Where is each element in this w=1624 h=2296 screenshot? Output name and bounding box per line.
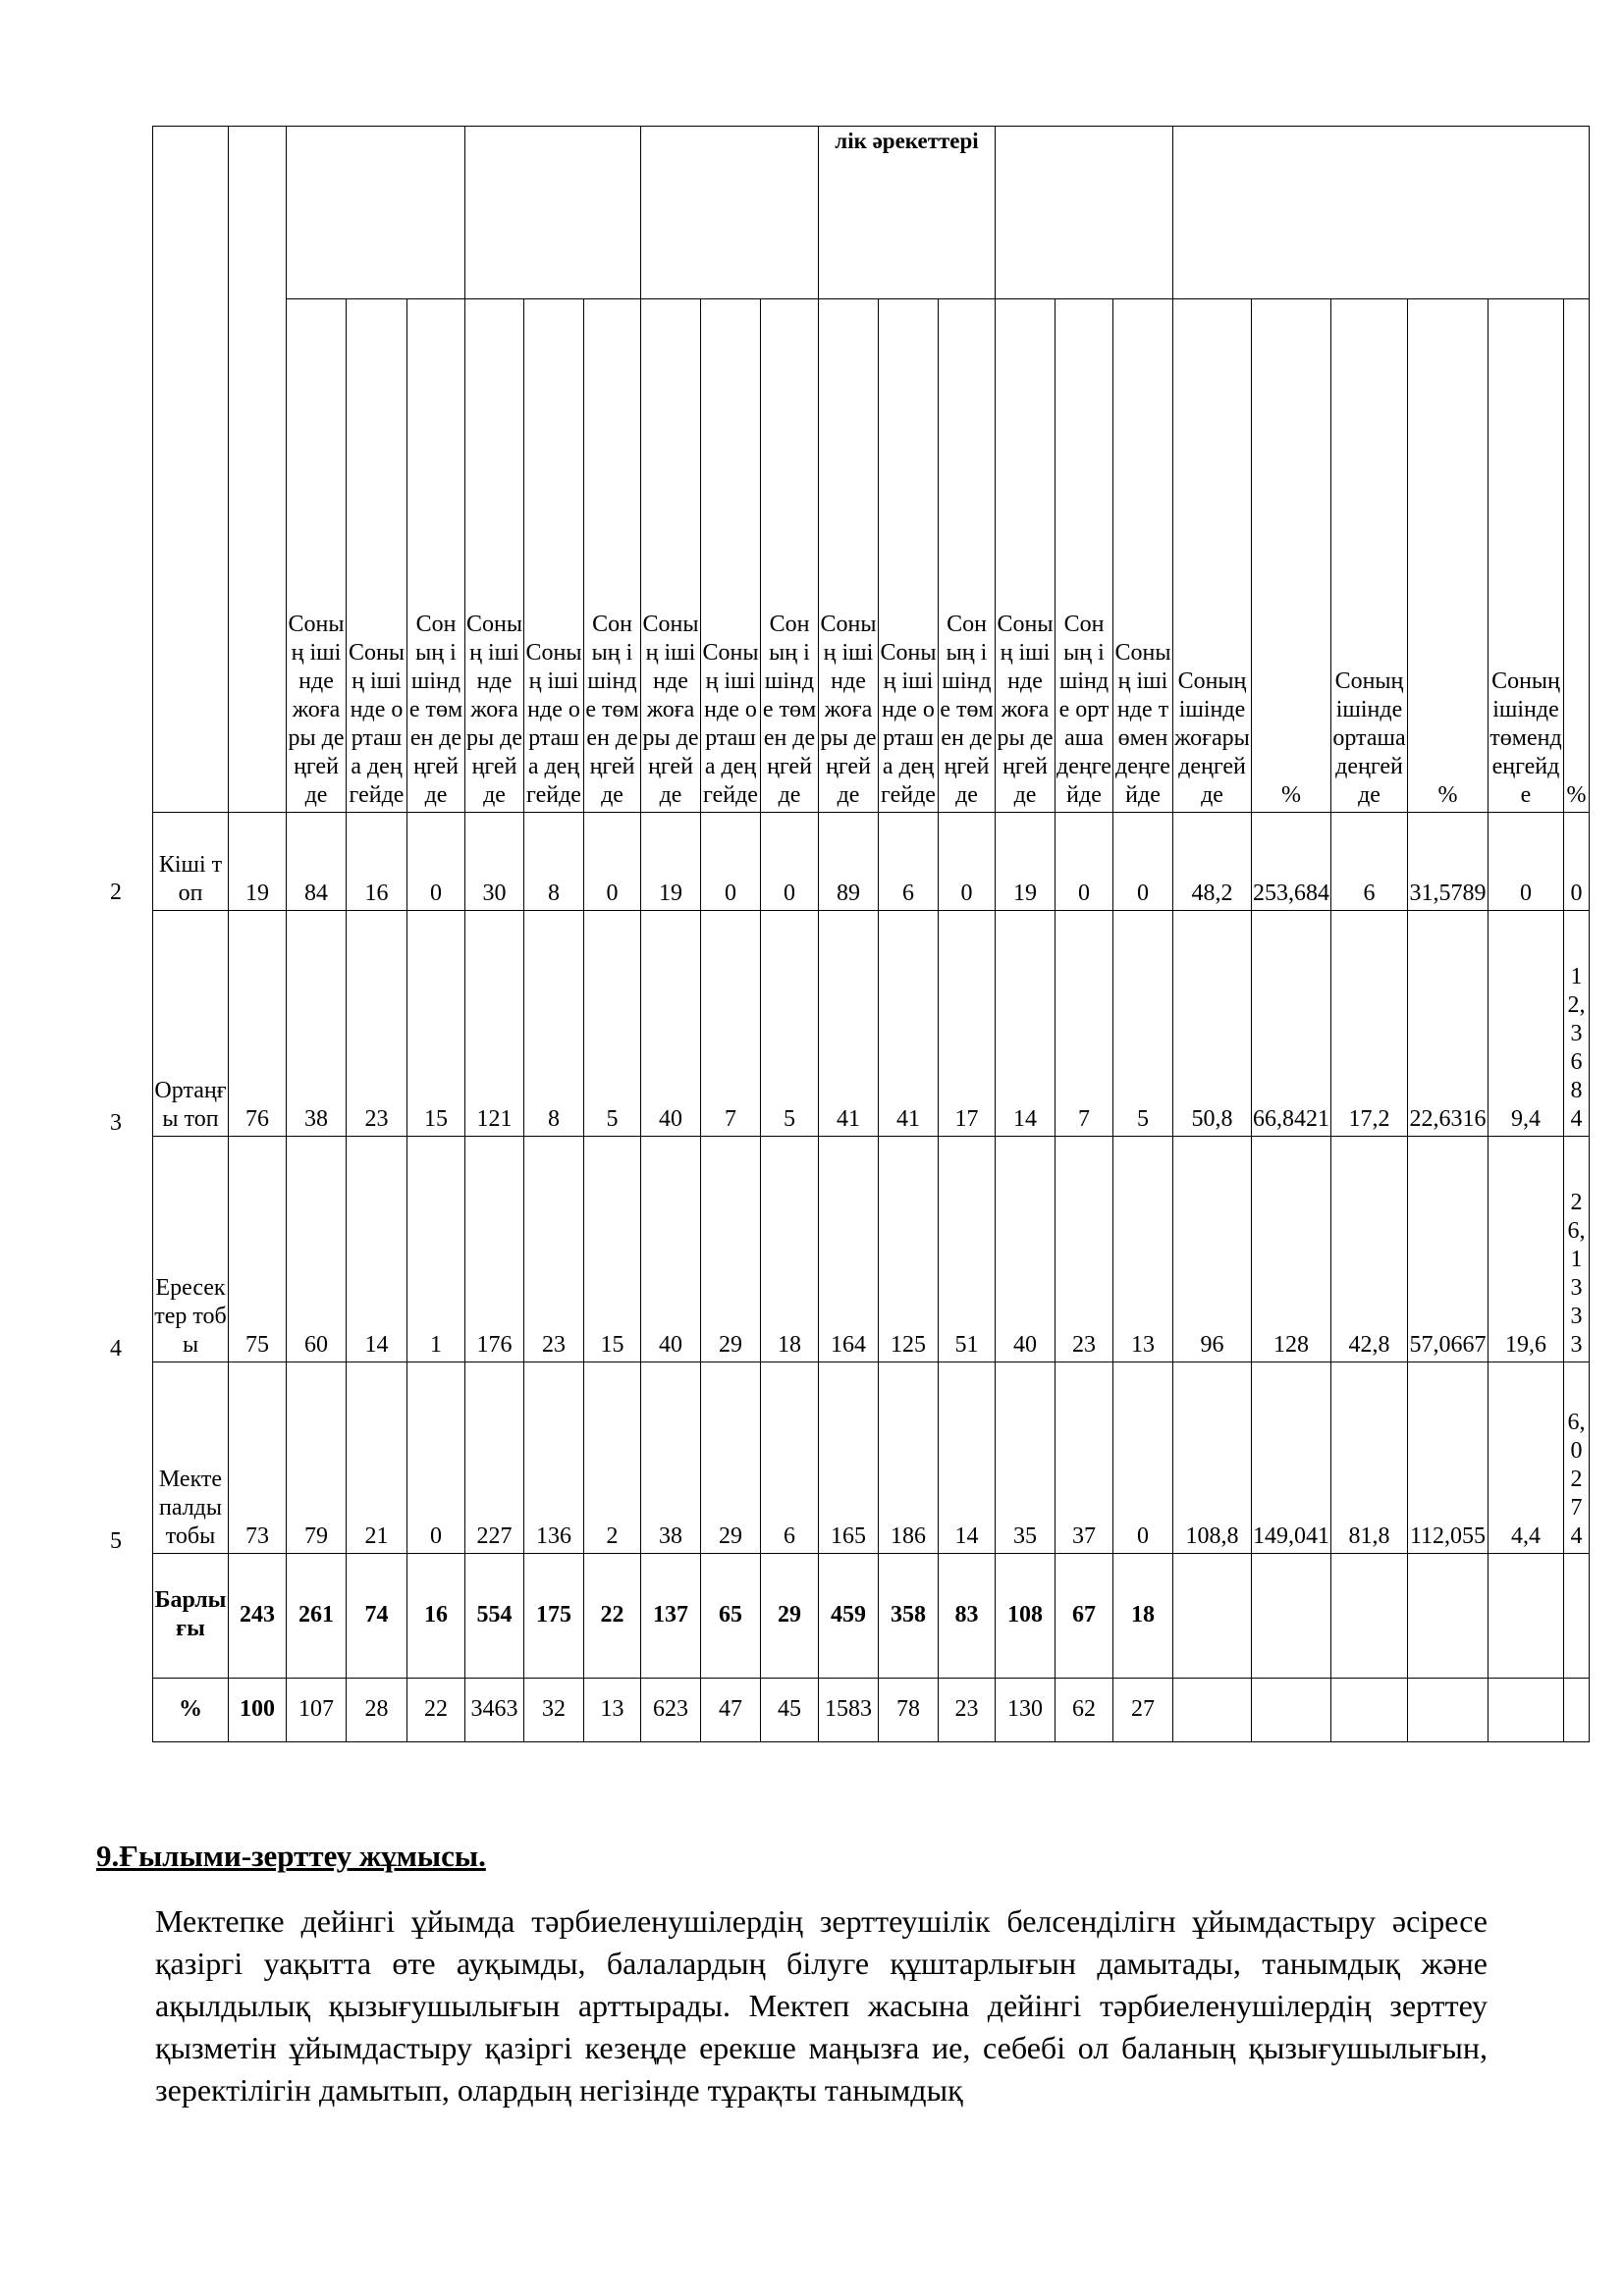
data-cell: 79	[287, 1362, 347, 1554]
data-cell: 125	[879, 1137, 939, 1362]
data-cell: 38	[641, 1362, 701, 1554]
summary-cell: 261	[287, 1554, 347, 1679]
empty-cell	[1564, 1679, 1590, 1742]
statistics-table	[152, 126, 1590, 1742]
table-row	[153, 813, 1590, 911]
data-cell: 19,6	[1489, 1137, 1564, 1362]
blank-header-cell	[153, 127, 229, 813]
empty-cell	[1331, 1554, 1408, 1679]
data-cell: 48,2	[1173, 813, 1252, 911]
summary-cell: 22	[584, 1554, 641, 1679]
summary-cell: 62	[1056, 1679, 1113, 1742]
empty-cell	[1408, 1679, 1489, 1742]
summary-cell: 13	[584, 1679, 641, 1742]
blank-group-header	[287, 127, 465, 299]
data-cell: 96	[1173, 1137, 1252, 1362]
data-cell: 23	[347, 911, 407, 1137]
table-row	[153, 911, 1590, 1137]
data-cell: 128	[1252, 1137, 1331, 1362]
percent-row	[153, 1679, 1590, 1742]
empty-cell	[1564, 1554, 1590, 1679]
data-cell: 136	[524, 1362, 584, 1554]
data-cell: 84	[287, 813, 347, 911]
summary-total-cell: 243	[229, 1554, 287, 1679]
summary-cell: 18	[1113, 1554, 1173, 1679]
summary-cell: 78	[879, 1679, 939, 1742]
data-cell: 51	[939, 1137, 996, 1362]
total-count-cell: 19	[229, 813, 287, 911]
data-cell: 17,2	[1331, 911, 1408, 1137]
group-header-activities	[819, 127, 996, 299]
total-count-cell: 73	[229, 1362, 287, 1554]
group-name-cell: Ортаңғы топ	[153, 911, 229, 1137]
sub-header-cell: Соның ішінде төмен деңгейде	[407, 299, 465, 813]
sub-header-cell: Соның ішінде жоғары деңгейде	[465, 299, 524, 813]
summary-cell: 130	[996, 1679, 1056, 1742]
data-cell: 186	[879, 1362, 939, 1554]
data-cell: 40	[996, 1137, 1056, 1362]
data-cell: 81,8	[1331, 1362, 1408, 1554]
data-cell: 2	[584, 1362, 641, 1554]
totals-row	[153, 1554, 1590, 1679]
data-cell: 41	[819, 911, 879, 1137]
sub-header-cell: Соның ішінде жоғары деңгейде	[819, 299, 879, 813]
data-cell: 17	[939, 911, 996, 1137]
summary-cell: 108	[996, 1554, 1056, 1679]
data-cell: 0	[584, 813, 641, 911]
summary-cell: 107	[287, 1679, 347, 1742]
empty-cell	[1252, 1554, 1331, 1679]
summary-cell: 32	[524, 1679, 584, 1742]
data-cell: 14	[939, 1362, 996, 1554]
data-cell: 6	[1331, 813, 1408, 911]
data-cell: 35	[996, 1362, 1056, 1554]
data-cell: 0	[1056, 813, 1113, 911]
data-cell: 50,8	[1173, 911, 1252, 1137]
summary-cell: 29	[761, 1554, 819, 1679]
data-cell: 14	[996, 911, 1056, 1137]
summary-label-cell: Барлығы	[153, 1554, 229, 1679]
sub-header-cell: Соның ішінде орташа деңгейде	[879, 299, 939, 813]
sub-header-cell: %	[1564, 299, 1590, 813]
data-cell: 29	[701, 1137, 761, 1362]
blank-group-header	[641, 127, 819, 299]
data-cell: 5	[584, 911, 641, 1137]
sub-header-cell: Соның ішінде орташа деңгейде	[701, 299, 761, 813]
data-cell: 1	[407, 1137, 465, 1362]
empty-cell	[1331, 1679, 1408, 1742]
sub-header-cell: Соның ішінде жоғары деңгейде	[996, 299, 1056, 813]
data-cell: 7	[1056, 911, 1113, 1137]
summary-cell: 175	[524, 1554, 584, 1679]
summary-cell: 554	[465, 1554, 524, 1679]
data-cell: 0	[407, 813, 465, 911]
data-cell: 40	[641, 911, 701, 1137]
summary-label-cell: %	[153, 1679, 229, 1742]
data-cell: 16	[347, 813, 407, 911]
summary-cell: 27	[1113, 1679, 1173, 1742]
data-cell: 4,4	[1489, 1362, 1564, 1554]
summary-cell: 47	[701, 1679, 761, 1742]
empty-cell	[1173, 1554, 1252, 1679]
summary-cell: 74	[347, 1554, 407, 1679]
sub-header-cell: Соның ішінде жоғары деңгейде	[641, 299, 701, 813]
data-cell: 19	[641, 813, 701, 911]
data-cell: 13	[1113, 1137, 1173, 1362]
data-cell: 0	[761, 813, 819, 911]
blank-header-cell	[229, 127, 287, 813]
data-cell: 26,1333	[1564, 1137, 1590, 1362]
data-cell: 89	[819, 813, 879, 911]
sub-header-cell: Соның ішінде жоғары деңгейде	[1173, 299, 1252, 813]
data-cell: 149,041	[1252, 1362, 1331, 1554]
data-cell: 29	[701, 1362, 761, 1554]
data-cell: 6,0274	[1564, 1362, 1590, 1554]
data-cell: 6	[879, 813, 939, 911]
total-count-cell: 76	[229, 911, 287, 1137]
sub-header-cell: Соның ішінде орташа деңгейде	[1331, 299, 1408, 813]
data-cell: 18	[761, 1137, 819, 1362]
data-cell: 37	[1056, 1362, 1113, 1554]
sub-header-cell: Соның ішінде төмендеңгейде	[1489, 299, 1564, 813]
data-cell: 57,0667	[1408, 1137, 1489, 1362]
data-cell: 31,5789	[1408, 813, 1489, 911]
data-cell: 253,684	[1252, 813, 1331, 911]
summary-cell: 67	[1056, 1554, 1113, 1679]
data-cell: 38	[287, 911, 347, 1137]
group-name-cell: Мектепалды тобы	[153, 1362, 229, 1554]
group-name-cell: Кіші топ	[153, 813, 229, 911]
sub-header-cell: Соның ішінде төмен деңгейде	[1113, 299, 1173, 813]
data-cell: 112,055	[1408, 1362, 1489, 1554]
group-header-text: лік әрекеттері	[835, 129, 979, 153]
data-cell: 165	[819, 1362, 879, 1554]
data-cell: 40	[641, 1137, 701, 1362]
row-number: 4	[110, 1336, 122, 1362]
data-cell: 14	[347, 1137, 407, 1362]
summary-cell: 3463	[465, 1679, 524, 1742]
data-cell: 60	[287, 1137, 347, 1362]
data-cell: 0	[701, 813, 761, 911]
sub-header-cell: Соның ішінде орташа деңгейде	[347, 299, 407, 813]
data-cell: 227	[465, 1362, 524, 1554]
data-cell: 176	[465, 1137, 524, 1362]
data-cell: 23	[1056, 1137, 1113, 1362]
summary-cell: 623	[641, 1679, 701, 1742]
sub-header-cell: Соның ішінде төмен деңгейде	[939, 299, 996, 813]
data-cell: 6	[761, 1362, 819, 1554]
data-cell: 0	[407, 1362, 465, 1554]
sub-header-cell: Соның ішінде төмен деңгейде	[761, 299, 819, 813]
summary-cell: 45	[761, 1679, 819, 1742]
data-cell: 8	[524, 813, 584, 911]
empty-cell	[1173, 1679, 1252, 1742]
data-cell: 5	[1113, 911, 1173, 1137]
data-cell: 0	[1113, 1362, 1173, 1554]
sub-header-cell: Соның ішінде орташа деңгейде	[524, 299, 584, 813]
data-cell: 121	[465, 911, 524, 1137]
data-cell: 0	[1113, 813, 1173, 911]
data-cell: 22,6316	[1408, 911, 1489, 1137]
empty-cell	[1408, 1554, 1489, 1679]
data-cell: 30	[465, 813, 524, 911]
summary-cell: 16	[407, 1554, 465, 1679]
data-cell: 66,8421	[1252, 911, 1331, 1137]
data-cell: 19	[996, 813, 1056, 911]
empty-cell	[1489, 1554, 1564, 1679]
row-number: 5	[110, 1528, 122, 1554]
summary-cell: 65	[701, 1554, 761, 1679]
empty-cell	[1252, 1679, 1331, 1742]
sub-header-cell: %	[1252, 299, 1331, 813]
sub-header-cell: Соның ішінде төмен деңгейде	[584, 299, 641, 813]
summary-total-cell: 100	[229, 1679, 287, 1742]
summary-cell: 83	[939, 1554, 996, 1679]
data-cell: 108,8	[1173, 1362, 1252, 1554]
row-number: 3	[110, 1110, 122, 1136]
row-number: 2	[110, 880, 122, 905]
data-cell: 164	[819, 1137, 879, 1362]
summary-cell: 23	[939, 1679, 996, 1742]
data-cell: 7	[701, 911, 761, 1137]
data-cell: 0	[939, 813, 996, 911]
blank-group-header	[465, 127, 641, 299]
body-paragraph: Мектепке дейінгі ұйымда тәрбиеленушілердің зерттеушілік белсенділігн ұйымдастыру әсіресе қазіргі уақытта өте ауқымды, балалардың білуге құштарлығын дамытады, танымдық және ақылдылық қызығушылығын арттырады. Мектеп жасына дейінгі тәрбиеленушілердің зерттеу қызметін ұйымдастыру қазіргі кезеңде ерекше маңызға ие, себебі ол баланың қызығушылығын, зеректілігін дамытып, олардың негізінде тұрақты танымдық	[155, 1903, 1488, 2108]
summary-cell: 459	[819, 1554, 879, 1679]
sub-header-cell: Соның ішінде орташа деңгейде	[1056, 299, 1113, 813]
data-cell: 23	[524, 1137, 584, 1362]
blank-group-header	[1173, 127, 1590, 299]
table-row	[153, 1362, 1590, 1554]
summary-cell: 22	[407, 1679, 465, 1742]
data-cell: 8	[524, 911, 584, 1137]
data-cell: 15	[407, 911, 465, 1137]
group-name-cell: Ересектер тобы	[153, 1137, 229, 1362]
data-cell: 42,8	[1331, 1137, 1408, 1362]
total-count-cell: 75	[229, 1137, 287, 1362]
data-cell: 9,4	[1489, 911, 1564, 1137]
summary-cell: 1583	[819, 1679, 879, 1742]
summary-cell: 358	[879, 1554, 939, 1679]
sub-header-cell: Соның ішінде жоғары деңгейде	[287, 299, 347, 813]
empty-cell	[1489, 1679, 1564, 1742]
data-cell: 5	[761, 911, 819, 1137]
summary-cell: 28	[347, 1679, 407, 1742]
blank-group-header	[996, 127, 1173, 299]
data-cell: 12,3684	[1564, 911, 1590, 1137]
data-cell: 0	[1489, 813, 1564, 911]
data-cell: 0	[1564, 813, 1590, 911]
sub-header-cell: %	[1408, 299, 1489, 813]
section-title: 9.Ғылыми-зерттеу жұмысы.	[96, 1839, 486, 1873]
table-row	[153, 1137, 1590, 1362]
summary-cell: 137	[641, 1554, 701, 1679]
data-cell: 21	[347, 1362, 407, 1554]
data-cell: 41	[879, 911, 939, 1137]
data-cell: 15	[584, 1137, 641, 1362]
